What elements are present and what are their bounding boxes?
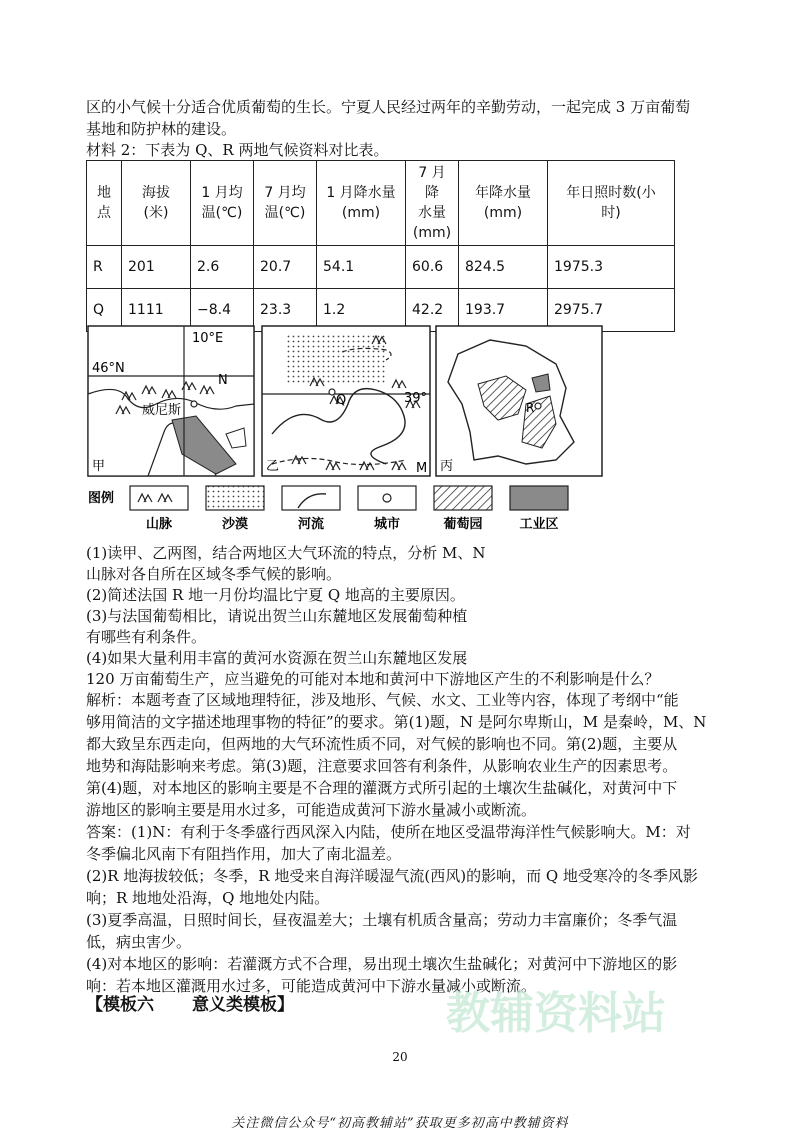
jia-city-label: 威尼斯 [142,403,182,418]
header-jul-precip: 7 月降 水量 (mm) [406,161,459,246]
table-header-row [87,161,675,246]
map-yi [262,326,430,476]
header-location: 地点 [87,161,122,246]
legend-vineyard-label: 葡萄园 [443,517,483,532]
template-heading-part2: 意义类模板】 [192,995,294,1015]
analysis-line: 第(4)题，对本地区的影响主要是不合理的灌溉方式所引起的土壤次生盐碱化，对黄河中下 [86,779,678,797]
answer-line: 冬季偏北风南下有阻挡作用，加大了南北温差。 [86,845,402,863]
legend-industrial-label: 工业区 [519,517,559,532]
table-cell: 60.6 [406,246,459,289]
legend-city-label: 城市 [373,517,401,532]
table-cell: 1975.3 [548,246,675,289]
legend-mountain-swatch [130,486,188,510]
header-annual-precip: 年降水量 (mm) [459,161,548,246]
template-heading-part1: 【模板六 [86,995,154,1015]
legend-industrial-swatch [510,486,568,510]
table-cell: −8.4 [191,289,254,332]
bing-panel-label: 丙 [440,459,454,474]
watermark-logo [426,950,686,1060]
map-jia [88,326,254,476]
answer-line: (2)R 地海拔较低；冬季，R 地受来自海洋暖湿气流(西风)的影响，而 Q 地受寒冷的冬季风影 [86,867,698,885]
footer-note: 关注微信公众号“初高教辅站”获取更多初高中教辅资料 [231,1116,569,1131]
map-legend [88,486,568,532]
analysis-line: 都大致呈东西走向，但两地的大气环流性质不同，对气候的影响也不同。第(2)题，主要从 [86,735,678,753]
table-cell: R [87,246,122,289]
answer-line: 答案：(1)N：有利于冬季盛行西风深入内陆，使所在地区受温带海洋性气候影响大。M：对 [86,823,691,841]
legend-river-label: 河流 [297,517,325,532]
page-number: 20 [392,1050,408,1064]
header-sunshine: 年日照时数(小 时) [548,161,675,246]
legend-mountain-label: 山脉 [145,517,173,532]
answer-line: 响；R 地地处沿海，Q 地地处内陆。 [86,889,330,907]
table-cell: 1.2 [317,289,406,332]
yi-latitude: 39° [404,391,428,406]
legend-vineyard-swatch [434,486,492,510]
climate-table [86,160,675,332]
table-cell: 2975.7 [548,289,675,332]
table-cell: 20.7 [254,246,317,289]
answer-line: 响：若本地区灌溉用水过多，可能造成黄河中下游水量减小或断流。 [86,977,537,995]
question-line: 120 万亩葡萄生产，应当避免的可能对本地和黄河中下游地区产生的不利影响是什么？ [86,670,660,688]
legend-desert-swatch [206,486,264,510]
table-row [87,246,675,289]
table-cell: 42.2 [406,289,459,332]
answer-line: (3)夏季高温，日照时间长，昼夜温差大；土壤有机质含量高；劳动力丰富廉价；冬季气温 [86,911,678,929]
answer-line: (4)对本地区的影响：若灌溉方式不合理，易出现土壤次生盐碱化；对黄河中下游地区的影 [86,955,678,973]
question-line: 山脉对各自所在区域冬季气候的影响。 [86,565,342,583]
analysis-line: 解析：本题考查了区域地理特征，涉及地形、气候、水文、工业等内容，体现了考纲中“能 [86,691,679,709]
question-line: (1)读甲、乙两图，结合两地区大气环流的特点，分析 M、N [86,544,486,562]
analysis-line: 够用简洁的文字描述地理事物的特征”的要求。第(1)题，N 是阿尔卑斯山，M 是秦岭，M、N [86,713,707,731]
header-jan-temp: 1 月均 温(℃) [191,161,254,246]
legend-title: 图例 [88,491,115,506]
header-altitude: 海拔 (米) [122,161,191,246]
intro-line-1: 区的小气候十分适合优质葡萄的生长。宁夏人民经过两年的辛勤劳动，一起完成 3 万亩葡萄 [86,98,691,116]
bing-city-label: R [526,401,535,415]
yi-city-label: Q [336,393,347,408]
jia-longitude: 10°E [192,331,224,346]
header-jul-temp: 7 月均 温(℃) [254,161,317,246]
intro-line-2: 基地和防护林的建设。 [86,120,237,138]
map-bing [436,326,602,476]
maps-figure [86,324,626,540]
table-cell: 193.7 [459,289,548,332]
table-cell: 1111 [122,289,191,332]
question-line: (2)简述法国 R 地一月份均温比宁夏 Q 地高的主要原因。 [86,586,465,604]
question-line: 有哪些有利条件。 [86,628,207,646]
yi-mountain-label: M [416,461,428,476]
watermark-text: 教辅资料站 [446,988,666,1039]
header-jan-precip: 1 月降水量 (mm) [317,161,406,246]
table-cell: 201 [122,246,191,289]
material-2-caption: 材料 2：下表为 Q、R 两地气候资料对比表。 [86,141,389,159]
legend-river-swatch [282,486,340,510]
analysis-line: 游地区的影响主要是用水过多，可能造成黄河下游水量减小或断流。 [86,801,537,819]
answer-line: 低，病虫害少。 [86,933,192,951]
table-cell: 2.6 [191,246,254,289]
jia-latitude: 46°N [92,361,125,376]
yi-panel-label: 乙 [266,459,280,474]
legend-desert-label: 沙漠 [221,517,249,532]
question-line: (4)如果大量利用丰富的黄河水资源在贺兰山东麓地区发展 [86,649,468,667]
question-line: (3)与法国葡萄相比，请说出贺兰山东麓地区发展葡萄种植 [86,607,468,625]
table-cell: Q [87,289,122,332]
table-cell: 23.3 [254,289,317,332]
jia-mountain-label: N [218,373,228,388]
analysis-line: 地势和海陆影响来考虑。第(3)题，注意要求回答有利条件，从影响农业生产的因素思考。 [86,757,678,775]
template-heading [86,990,294,1015]
table-cell: 824.5 [459,246,548,289]
jia-panel-label: 甲 [92,459,106,474]
table-cell: 54.1 [317,246,406,289]
